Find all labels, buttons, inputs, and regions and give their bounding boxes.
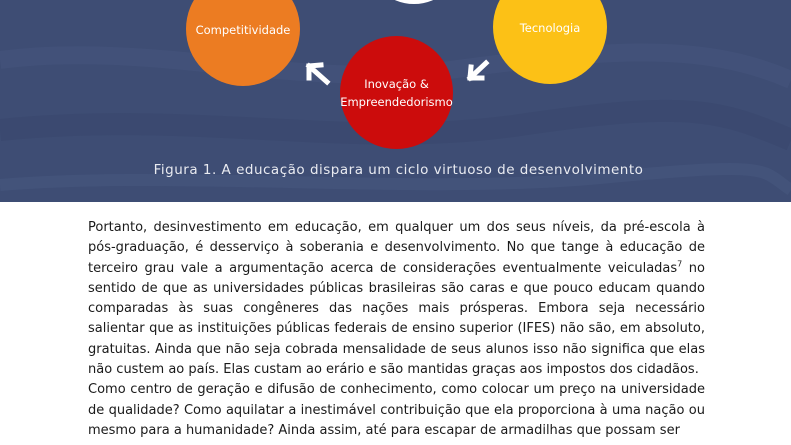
paragraph-1-part-a: Portanto, desinvestimento em educação, em qualquer um dos seus níveis, da pré-escola à pós-graduação, é desserviço à soberania e desenvolvimento. No que tange à educação de terceiro grau vale a argumentação acerca de considerações eventualmente veiculadas [88,220,705,276]
arrow-left-icon [301,58,331,86]
arrow-right-icon [464,58,494,86]
inovacao-label-line2: Empreendedorismo [340,94,453,109]
paragraph-1 [88,218,705,380]
paragraph-1-part-b: no sentido de que as universidades públicas brasileiras são caras e que pouco educam quando comparadas às suas congêneres das nações mais prósperas. Embora seja necessário salientar que as instituições públicas federais de ensino superior (IFES) não são, em absoluto, gratuitas. Ainda que não seja cobrada mensalidade de seus alunos isso não significa que elas não custem ao país. Elas custam ao erário e são mantidas graças aos impostos dos cidadãos. [88,260,705,378]
inovacao-circle [340,36,453,149]
competitividade-label: Competitividade [195,23,291,37]
figure-caption: Figura 1. A educação dispara um ciclo virtuoso de desenvolvimento [153,162,644,178]
body-text [88,218,705,441]
footnote-ref: 7 [677,259,683,269]
figure-banner [0,0,791,202]
paragraph-2: Como centro de geração e difusão de conhecimento, como colocar um preço na universidade de qualidade? Como aquilatar a inestimável contribuição que ela proporciona à uma nação ou mesmo para a humanidade? Ainda assim, até para escapar de armadilhas que possam ser [88,382,705,438]
tecnologia-label: Tecnologia [519,21,581,35]
inovacao-label-line1: Inovação & [364,76,429,91]
